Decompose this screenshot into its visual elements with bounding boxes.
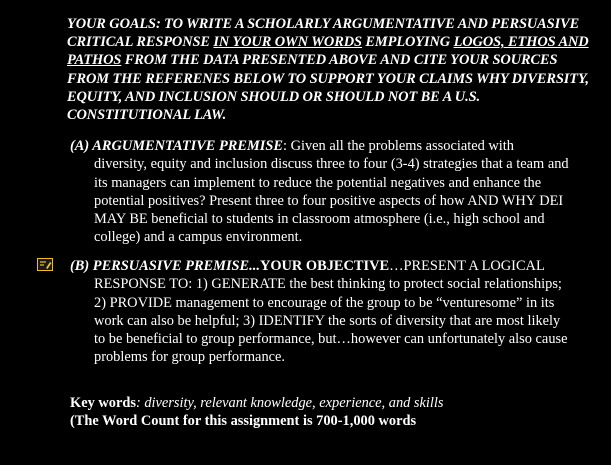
word-count-note: (The Word Count for this assignment is 700-1,000 words <box>70 413 417 430</box>
section-a-heading: (A) ARGUMENTATIVE PREMISE <box>70 138 283 154</box>
section-a-first-line <box>70 137 570 155</box>
section-b-objective: YOUR OBJECTIVE <box>259 258 390 274</box>
section-b-body: RESPONSE TO: 1) GENERATE the best thinking to protect social relationships; 2) PROVIDE management to encourage of the group to be “venturesome” in its work can also be helpful; 3) IDENTIFY the sorts of diversity that are most likely to be beneficial to group performance, but…however can unfortunately also cause problems for group performance. <box>94 276 568 366</box>
key-words-label: Key words <box>70 395 136 411</box>
section-a-line1-text: : Given all the problems associated with <box>282 138 514 154</box>
key-words-block <box>70 394 590 431</box>
section-b-line1-rest: …PRESENT A LOGICAL <box>389 258 545 274</box>
goals-text-1: YOUR GOALS: TO WRITE A SCHOLARLY ARGUMENTATIVE AND PERSUASIVE CRITICAL RESPONSE <box>67 16 580 51</box>
section-b-heading: (B) PERSUASIVE PREMISE... <box>70 258 260 274</box>
edit-marker-icon[interactable] <box>37 258 53 271</box>
section-a-argumentative-premise <box>70 137 570 247</box>
section-b-first-line <box>70 257 570 275</box>
goals-text-2: EMPLOYING <box>361 34 454 51</box>
key-words-values: : diversity, relevant knowledge, experience, and skills <box>135 395 444 411</box>
goals-text-3: FROM THE DATA PRESENTED ABOVE AND CITE YOUR SOURCES FROM THE REFERENES BELOW TO SUPPORT YOUR CLAIMS WHY DIVERSITY, EQUITY, AND INCLUSION SHOULD OR SHOULD NOT BE A U.S. CONSTITUTIONAL LAW. <box>67 52 589 124</box>
goals-underlined-own-words: IN YOUR OWN WORDS <box>213 34 362 51</box>
assignment-goals <box>67 15 597 124</box>
goals-underlined-logos-ethos-pathos: LOGOS, ETHOS AND PATHOS <box>67 34 589 69</box>
section-a-body: diversity, equity and inclusion discuss three to four (3-4) strategies that a team and its managers can implement to reduce the potential negatives and enhance the potential positives? Present three to four positive aspects of how AND WHY DEI MAY BE beneficial to students in classroom atmosphere (i.e., high school and college) and a campus environment. <box>94 156 569 246</box>
section-b-persuasive-premise <box>70 257 570 367</box>
